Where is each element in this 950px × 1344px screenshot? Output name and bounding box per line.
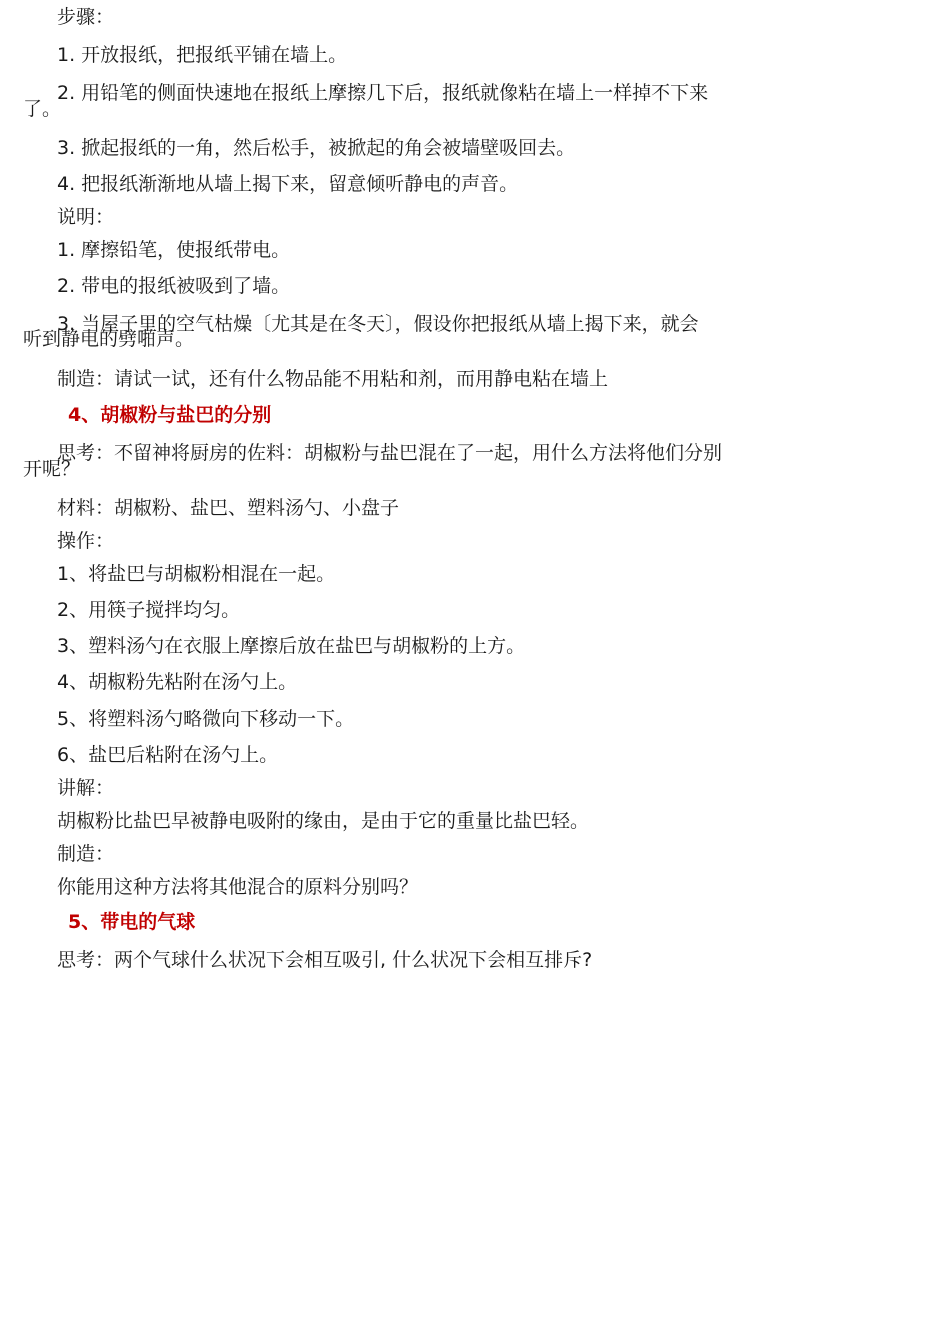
explain-4: 胡椒粉比盐巴早被静电吸附的缘由，是由于它的重量比盐巴轻。 xyxy=(57,810,590,832)
create-label-4: 制造： xyxy=(57,843,115,865)
op-3: 3、塑料汤勺在衣服上摩擦后放在盐巴与胡椒粉的上方。 xyxy=(57,635,526,657)
ops-label: 操作： xyxy=(57,530,115,552)
step-2: 2. 用铅笔的侧面快速地在报纸上摩擦几下后，报纸就像粘在墙上一样掉不下来 xyxy=(57,82,709,104)
explain-label: 说明： xyxy=(57,206,115,228)
explain-3: 3. 当屋子里的空气枯燥〔尤其是在冬天〕，假设你把报纸从墙上揭下来，就会 xyxy=(57,313,699,335)
explain-3-wrap: 听到静电的劈啪声。 xyxy=(23,328,195,350)
op-1: 1、将盐巴与胡椒粉相混在一起。 xyxy=(57,563,336,585)
op-2: 2、用筷子搅拌均匀。 xyxy=(57,599,241,621)
steps-label: 步骤： xyxy=(57,6,115,28)
think-4: 思考：不留神将厨房的佐料：胡椒粉与盐巴混在了一起，用什么方法将他们分别 xyxy=(57,442,723,464)
step-1: 1. 开放报纸，把报纸平铺在墙上。 xyxy=(57,44,348,66)
explain-1: 1. 摩擦铅笔，使报纸带电。 xyxy=(57,239,291,261)
op-4: 4、胡椒粉先粘附在汤勺上。 xyxy=(57,671,298,693)
create-4: 你能用这种方法将其他混合的原料分别吗？ xyxy=(57,876,419,898)
explain-label-4: 讲解： xyxy=(57,777,115,799)
create-prompt: 制造：请试一试，还有什么物品能不用粘和剂，而用静电粘在墙上 xyxy=(57,368,609,390)
think-5: 思考：两个气球什么状况下会相互吸引, 什么状况下会相互排斥? xyxy=(57,949,593,971)
op-6: 6、盐巴后粘附在汤勺上。 xyxy=(57,744,279,766)
step-4: 4. 把报纸渐渐地从墙上揭下来，留意倾听静电的声音。 xyxy=(57,173,519,195)
step-2-wrap: 了。 xyxy=(23,98,62,120)
materials: 材料：胡椒粉、盐巴、塑料汤勺、小盘子 xyxy=(57,497,400,519)
explain-2: 2. 带电的报纸被吸到了墙。 xyxy=(57,275,291,297)
think-4-wrap: 开呢？ xyxy=(23,458,81,480)
section-heading-5: 5、带电的气球 xyxy=(68,911,196,933)
step-3: 3. 掀起报纸的一角，然后松手，被掀起的角会被墙壁吸回去。 xyxy=(57,137,576,159)
section-heading-4: 4、胡椒粉与盐巴的分别 xyxy=(68,404,272,426)
op-5: 5、将塑料汤勺略微向下移动一下。 xyxy=(57,708,355,730)
